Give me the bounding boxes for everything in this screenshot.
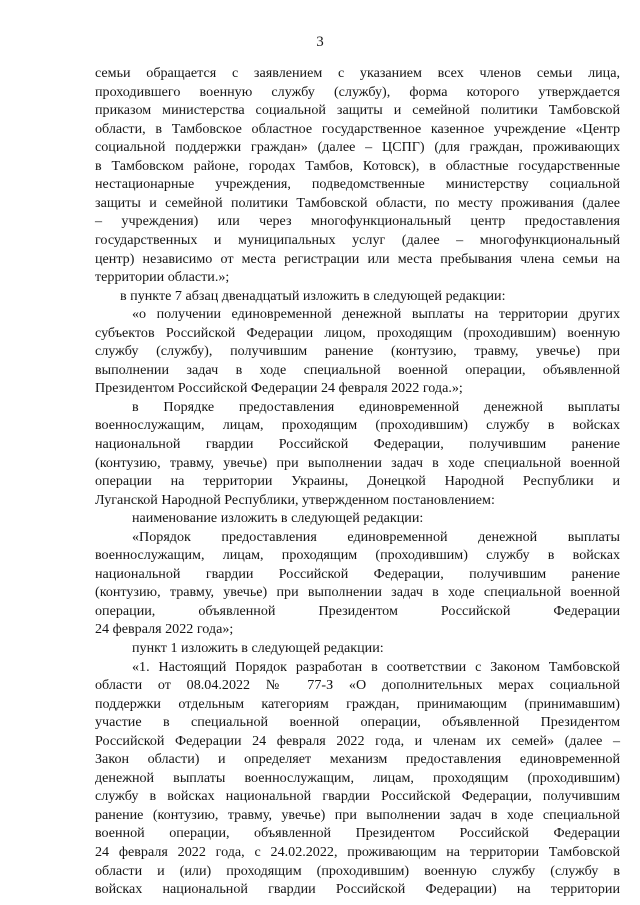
- text-line: центр) независимо от места регистрации или места пребывания члена семьи на: [95, 250, 620, 267]
- text-line: поддержки отдельным категориям граждан, принимающим (принимавшим): [95, 695, 620, 712]
- text-line: военнослужащим, лицам, проходящим (проходившим) службу в войсках: [95, 417, 620, 434]
- text-line: защиты и семейной политики Тамбовской области, по месту проживания (далее: [95, 194, 620, 211]
- text-line: денежной выплаты военнослужащим, лицам, проходящим (проходившим): [95, 769, 620, 786]
- text-line: в пункте 7 абзац двенадцатый изложить в следующей редакции:: [120, 287, 506, 304]
- text-line: области, в Тамбовское областное государственное казенное учреждение «Центр: [95, 120, 620, 137]
- page-number: 3: [316, 34, 324, 50]
- text-line: военнослужащим, лицам, проходящим (проходившим) службу в войсках: [95, 547, 620, 564]
- text-line: (контузию, травму, увечье) при выполнении задач в ходе специальной военной: [95, 584, 620, 601]
- text-line: в Порядке предоставления единовременной денежной выплаты: [132, 398, 620, 415]
- text-line: операции, объявленной Президентом Российской Федерации: [95, 602, 620, 619]
- text-line: Луганской Народной Республики, утвержденном постановлением:: [95, 491, 495, 508]
- text-line: Российской Федерации 24 февраля 2022 года, и членам их семей» (далее –: [95, 732, 620, 749]
- text-line: военной операции, объявленной Президентом Российской Федерации: [95, 825, 620, 842]
- text-line: национальной гвардии Российской Федерации, получившим ранение: [95, 435, 620, 452]
- text-line: операции на территории Украины, Донецкой Народной Республики и: [95, 473, 620, 489]
- text-line: 24 февраля 2022 года»;: [95, 621, 234, 638]
- text-line: приказом министерства социальной защиты и семейной политики Тамбовской: [95, 102, 620, 119]
- text-line: выполнении задач в ходе специальной военной операции, объявленной: [95, 361, 620, 378]
- text-line: в Тамбовском районе, городах Тамбов, Котовск), в областные государственные: [95, 157, 620, 174]
- text-line: службу (службу), получившим ранение (контузию, травму, увечье) при: [95, 343, 620, 360]
- text-line: области от 08.04.2022 № 77-З «О дополнительных мерах социальной: [95, 677, 620, 693]
- text-line: государственных и муниципальных услуг (далее – многофункциональный: [95, 231, 620, 248]
- text-line: семьи обращается с заявлением с указанием всех членов семьи лица,: [95, 65, 620, 81]
- text-line: наименование изложить в следующей редакции:: [132, 510, 424, 527]
- text-line: субъектов Российской Федерации лицом, проходящим (проходившим) военную: [95, 324, 620, 341]
- text-line: 24 февраля 2022 года, с 24.02.2022, проживающим на территории Тамбовской: [95, 843, 620, 860]
- text-line: – учреждения) или через многофункциональный центр предоставления: [95, 213, 620, 230]
- text-line: Закон области) и определяет механизм предоставления единовременной: [95, 751, 620, 768]
- text-line: территории области.»;: [95, 269, 230, 285]
- text-line: социальной поддержки граждан» (далее – ЦСПГ) (для граждан, проживающих: [95, 139, 620, 156]
- text-line: национальной гвардии Российской Федерации, получившим ранение: [95, 565, 620, 582]
- text-line: ранение (контузию, травму, увечье) при выполнении задач в ходе специальной: [95, 806, 620, 823]
- text-line: участие в специальной военной операции, объявленной Президентом: [95, 714, 620, 731]
- text-line: нестационарные учреждения, подведомственные министерству социальной: [95, 176, 620, 193]
- text-line: «Порядок предоставления единовременной денежной выплаты: [132, 528, 620, 545]
- text-line: службу в войсках национальной гвардии Российской Федерации, получившим: [95, 788, 620, 805]
- text-line: проходившего военную службу (службу), форма которого утверждается: [95, 83, 620, 100]
- text-line: пункт 1 изложить в следующей редакции:: [132, 639, 384, 656]
- text-line: области и (или) проходящим (проходившим) военную службу (службу в: [95, 862, 620, 879]
- text-line: Президентом Российской Федерации 24 февраля 2022 года.»;: [95, 380, 463, 397]
- text-line: (контузию, травму, увечье) при выполнении задач в ходе специальной военной: [95, 454, 620, 471]
- text-line: «о получении единовременной денежной выплаты на территории других: [132, 306, 620, 323]
- text-line: «1. Настоящий Порядок разработан в соответствии с Законом Тамбовской: [132, 658, 620, 675]
- text-line: войсках национальной гвардии Российской Федерации) на территории: [95, 881, 620, 897]
